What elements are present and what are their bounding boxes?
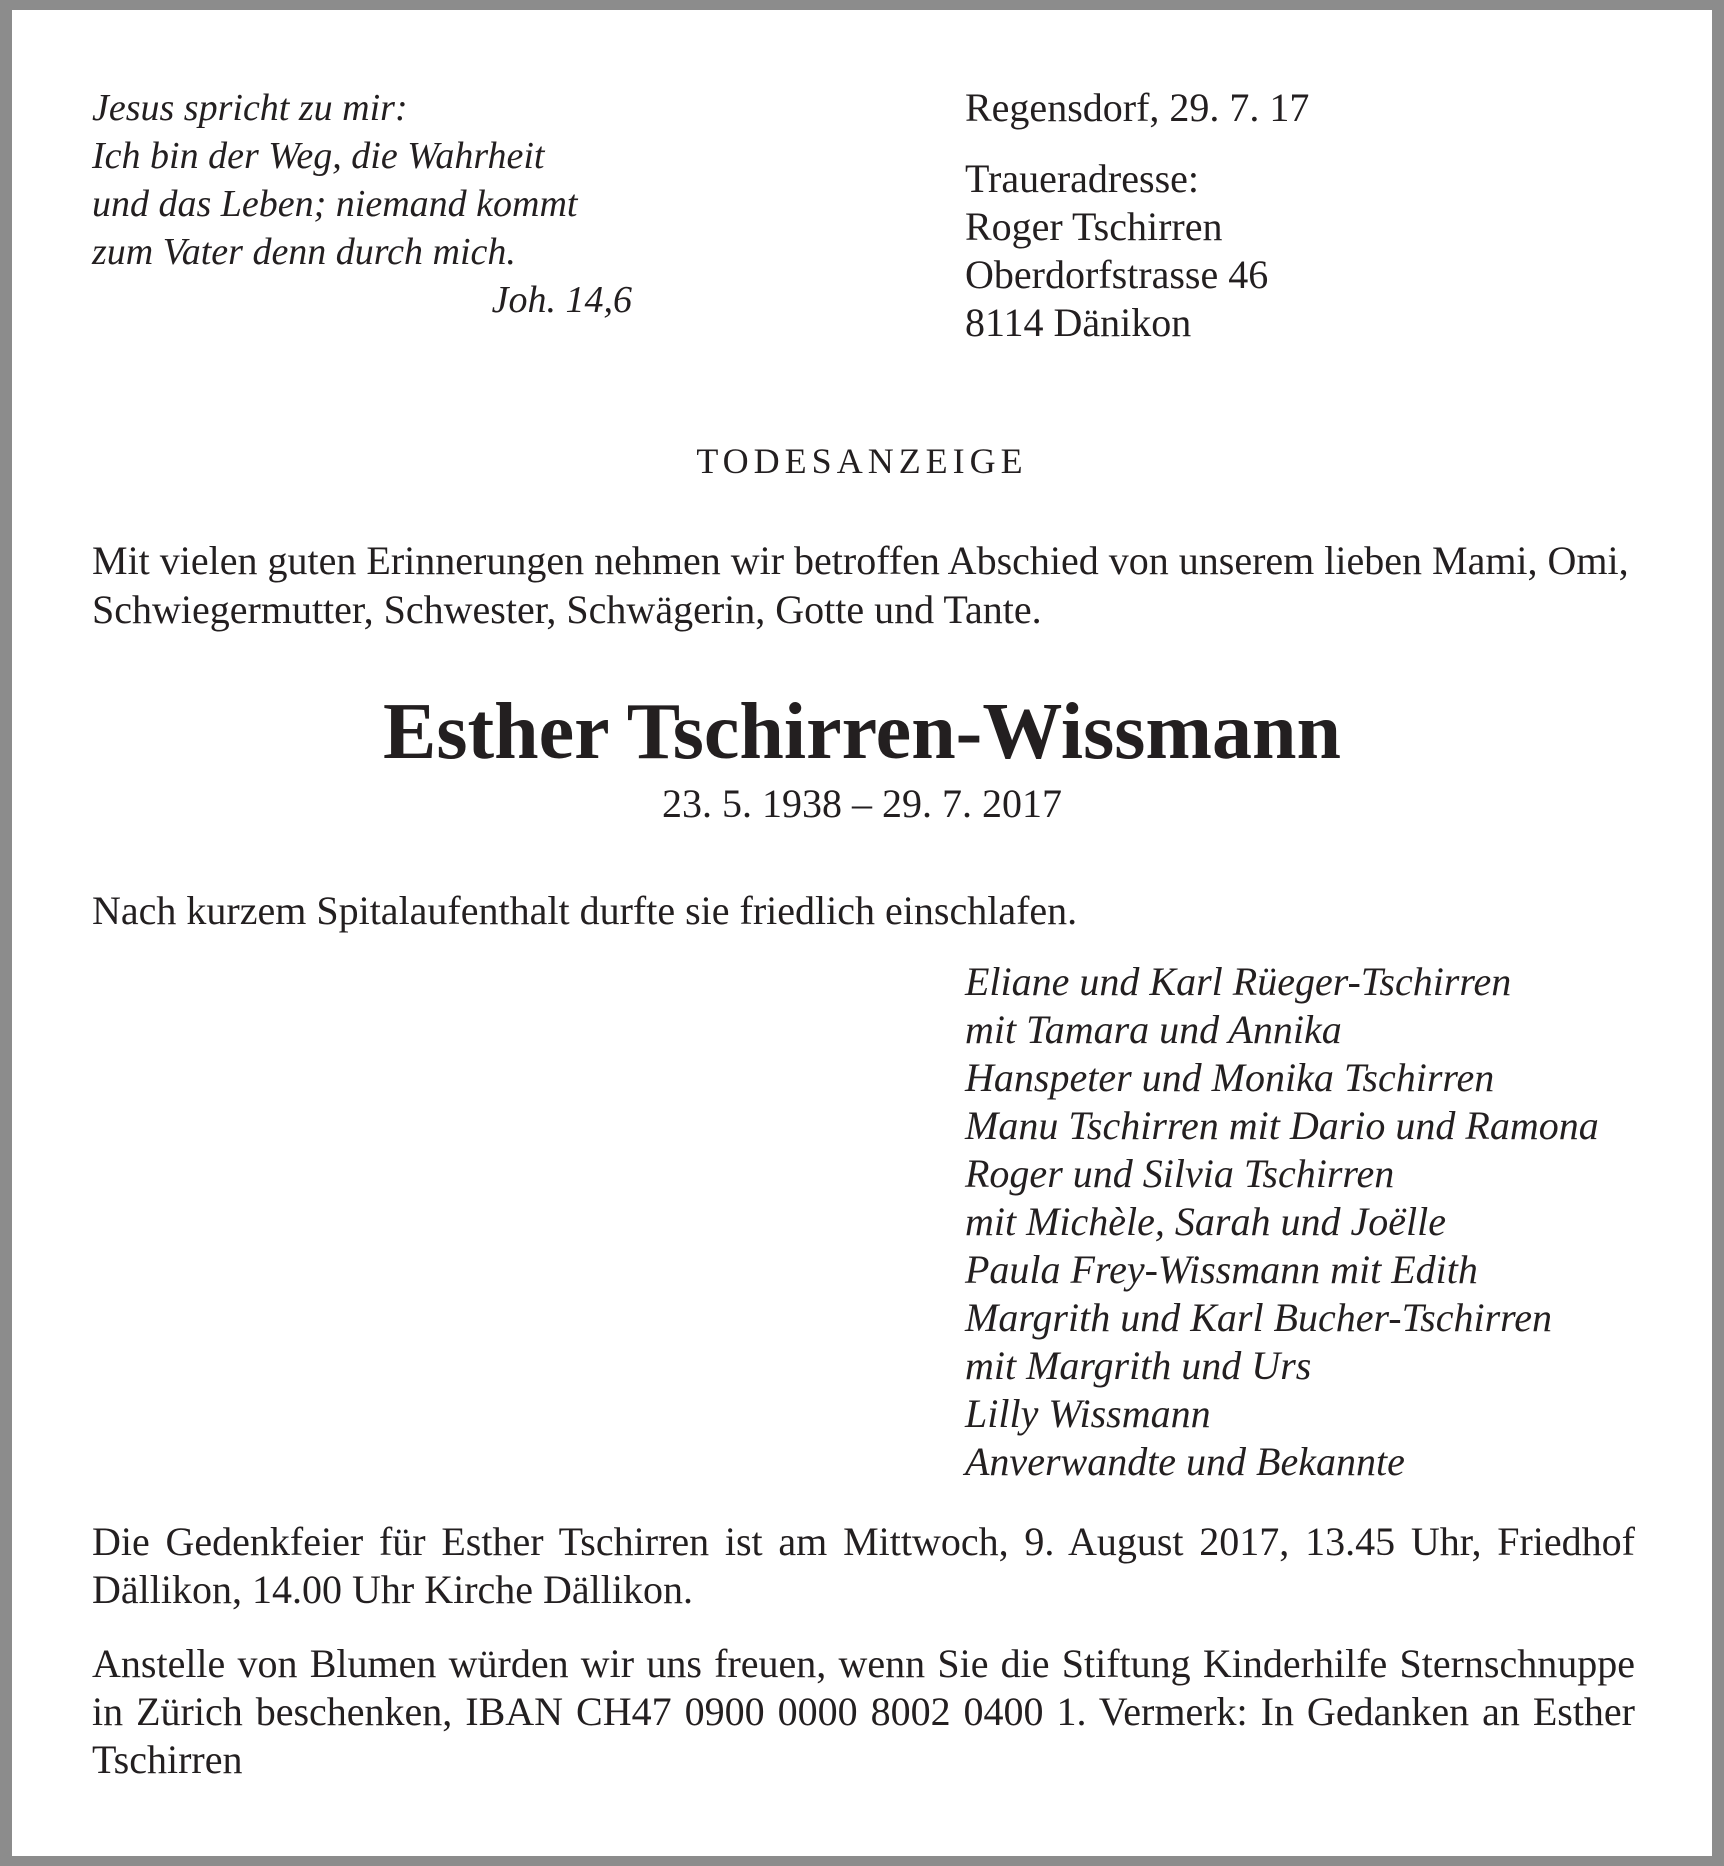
intro-text: Mit vielen guten Erinnerungen nehmen wir betroffen Abschied von unserem lieben Mami, Omi, Schwiegermutter, Schwester, Schwägerin, Gotte und Tante.: [92, 538, 1629, 632]
address-line: Oberdorfstrasse 46: [965, 252, 1269, 297]
deceased-name: Esther Tschirren-Wissmann: [382, 688, 1341, 776]
mourner-line: Anverwandte und Bekannte: [965, 1439, 1405, 1484]
passing-note: Nach kurzem Spitalaufenthalt durfte sie friedlich einschlafen.: [92, 888, 1078, 933]
verse-line: und das Leben; niemand kommt: [92, 183, 578, 225]
mourner-line: Manu Tschirren mit Dario und Ramona: [965, 1103, 1599, 1148]
mourner-line: mit Tamara und Annika: [965, 1007, 1342, 1052]
verse-reference: Joh. 14,6: [491, 279, 632, 321]
mourner-line: Margrith und Karl Bucher-Tschirren: [965, 1295, 1552, 1340]
mourner-line: mit Michèle, Sarah und Joëlle: [965, 1199, 1446, 1244]
mourner-line: mit Margrith und Urs: [965, 1343, 1312, 1388]
address-line: Traueradresse:: [965, 156, 1200, 201]
verse-line: zum Vater denn durch mich.: [92, 231, 516, 273]
address-line: 8114 Dänikon: [965, 300, 1192, 345]
notice-heading: TODESANZEIGE: [696, 441, 1028, 481]
mourner-line: Lilly Wissmann: [965, 1391, 1211, 1436]
mourner-line: Eliane und Karl Rüeger-Tschirren: [965, 959, 1512, 1004]
bible-verse: [92, 84, 652, 324]
mourner-line: Roger und Silvia Tschirren: [965, 1151, 1395, 1196]
mourner-line: Paula Frey-Wissmann mit Edith: [965, 1247, 1478, 1292]
mourner-line: Hanspeter und Monika Tschirren: [965, 1055, 1495, 1100]
ceremony-info: Die Gedenkfeier für Esther Tschirren ist am Mittwoch, 9. August 2017, 13.45 Uhr, Friedhof Dällikon, 14.00 Uhr Kirche Dällikon.: [92, 1519, 1635, 1612]
life-dates: 23. 5. 1938 – 29. 7. 2017: [662, 781, 1062, 826]
address-line: Roger Tschirren: [965, 204, 1223, 249]
place-date: Regensdorf, 29. 7. 17: [965, 85, 1310, 130]
verse-line: Jesus spricht zu mir:: [92, 87, 408, 129]
mourning-address: [965, 155, 1268, 347]
mourners-list: [965, 958, 1599, 1486]
verse-line: Ich bin der Weg, die Wahrheit: [92, 135, 545, 177]
donation-info: Anstelle von Blumen würden wir uns freuen, wenn Sie die Stiftung Kinderhilfe Sternschnuppe in Zürich beschenken, IBAN CH47 0900 0000 8002 0400 1. Vermerk: In Gedanken an Esther Tschirren: [92, 1641, 1635, 1782]
